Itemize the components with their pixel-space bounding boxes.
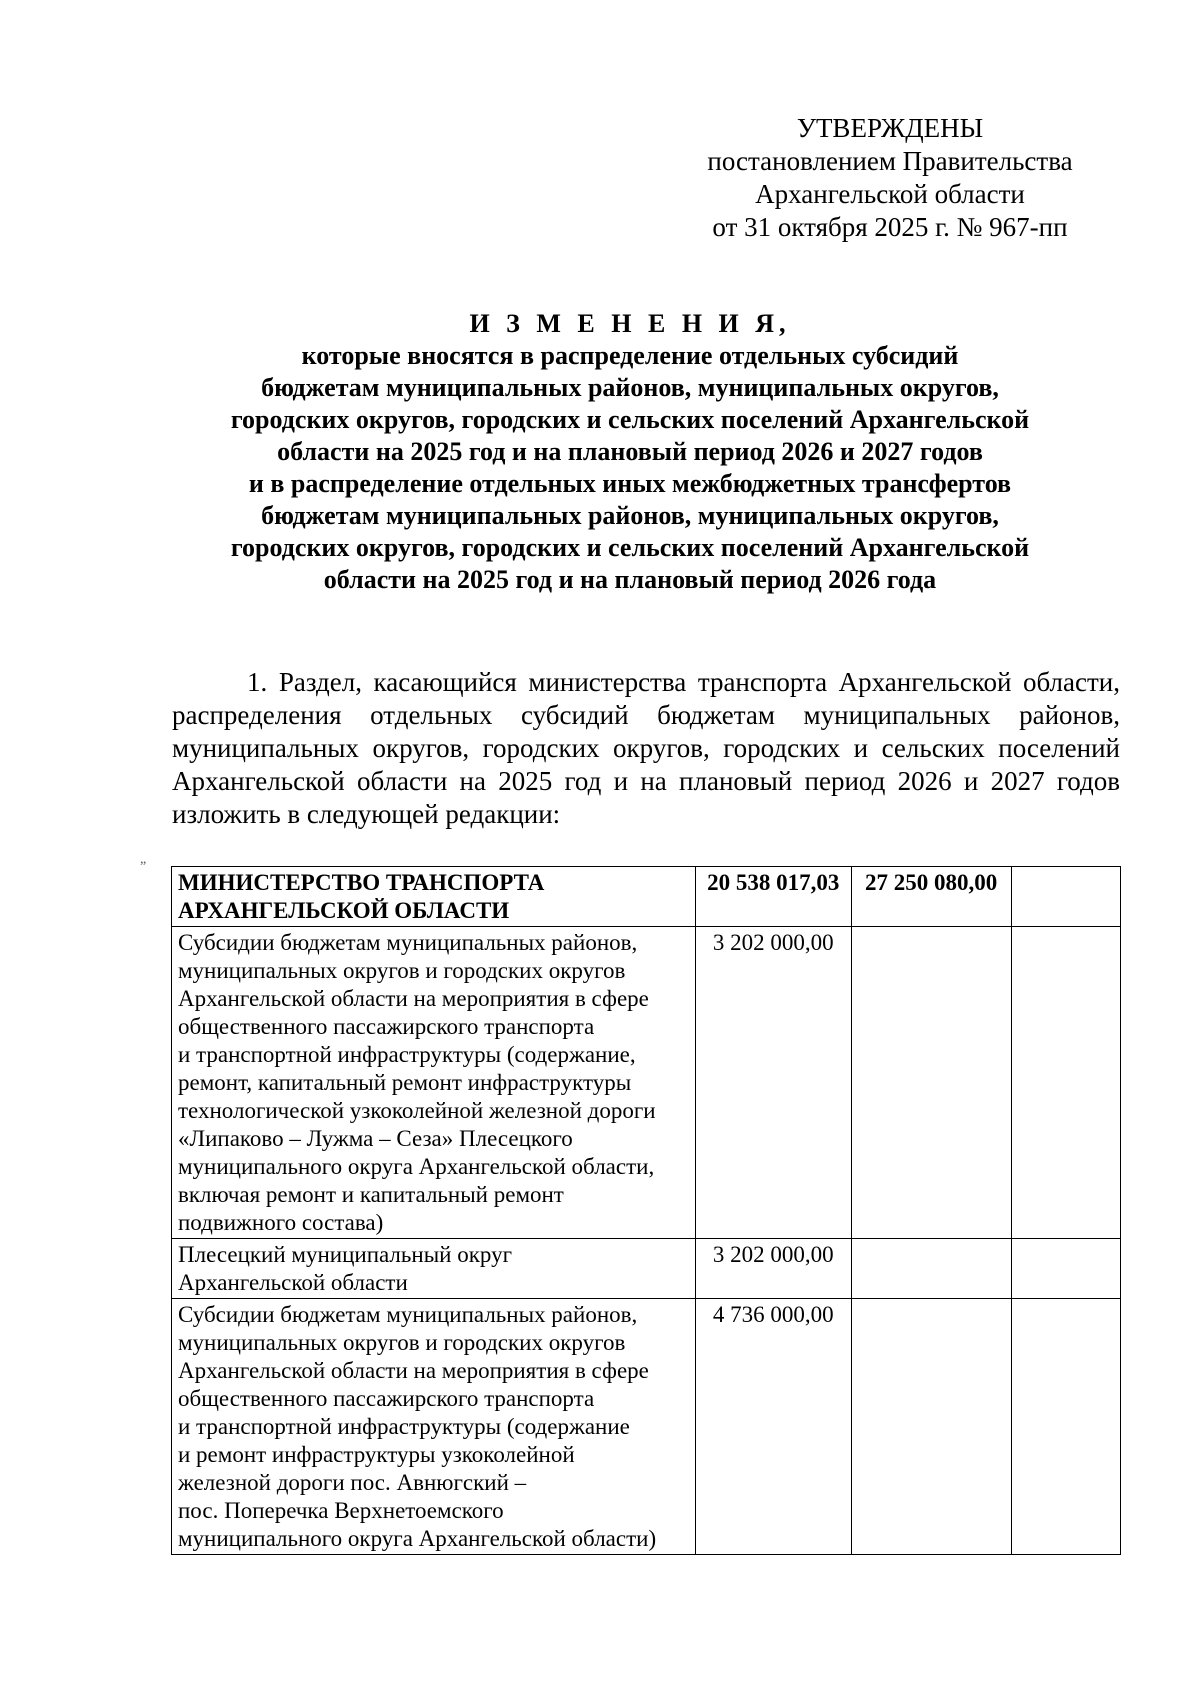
value-2025-cell: 3 202 000,00: [695, 1239, 851, 1299]
value-2026-cell: 27 250 080,00: [851, 867, 1011, 927]
approval-line: постановлением Правительства: [707, 146, 1073, 176]
value-2027-cell: [1011, 927, 1120, 1239]
cell-line: железной дороги пос. Авнюгский –: [178, 1470, 527, 1495]
title-line: области на 2025 год и на плановый период 2026 года: [323, 565, 937, 594]
title-line: бюджетам муниципальных районов, муниципальных округов,: [261, 501, 999, 530]
approval-line: Архангельской области: [755, 179, 1025, 209]
cell-line: муниципального округа Архангельской области,: [178, 1154, 655, 1179]
cell-line: муниципального округа Архангельской области): [178, 1526, 657, 1551]
cell-line: муниципальных округов и городских округов: [178, 1330, 626, 1355]
row-name-cell: [172, 927, 696, 1239]
title-line: области на 2025 год и на плановый период 2026 и 2027 годов: [277, 437, 983, 466]
cell-line: Плесецкий муниципальный округ: [178, 1242, 513, 1267]
title-line: городских округов, городских и сельских поселений Архангельской: [230, 533, 1030, 562]
approval-line: от 31 октября 2025 г. № 967-пп: [712, 212, 1068, 242]
document-title: [170, 308, 1090, 596]
cell-line: пос. Поперечка Верхнетоемского: [178, 1498, 504, 1523]
table-row: [172, 927, 1121, 1239]
cell-line: общественного пассажирского транспорта: [178, 1014, 595, 1039]
cell-line: и транспортной инфраструктуры (содержание: [178, 1414, 630, 1439]
cell-line: МИНИСТЕРСТВО ТРАНСПОРТА: [178, 870, 545, 895]
row-name-cell: [172, 1299, 696, 1555]
cell-line: включая ремонт и капитальный ремонт: [178, 1182, 564, 1207]
title-line: которые вносятся в распределение отдельных субсидий: [301, 341, 959, 370]
title-line: городских округов, городских и сельских поселений Архангельской: [230, 405, 1030, 434]
value-2027-cell: [1011, 1239, 1120, 1299]
value-2026-cell: [851, 1239, 1011, 1299]
opening-quote-mark: „: [140, 852, 147, 867]
table-row: [172, 1299, 1121, 1555]
cell-line: Субсидии бюджетам муниципальных районов,: [178, 930, 638, 955]
table-row: [172, 1239, 1121, 1299]
cell-line: технологической узкоколейной железной дороги: [178, 1098, 656, 1123]
cell-line: муниципальных округов и городских округов: [178, 958, 626, 983]
cell-line: «Липаково – Лужма – Сеза» Плесецкого: [178, 1126, 573, 1151]
approval-line: УТВЕРЖДЕНЫ: [796, 113, 984, 143]
cell-line: и ремонт инфраструктуры узкоколейной: [178, 1442, 575, 1467]
body-paragraph: [172, 666, 1120, 831]
title-line: и в распределение отдельных иных межбюджетных трансфертов: [248, 469, 1012, 498]
paragraph-line: муниципальных округов, городских округов, городских и сельских поселений: [172, 733, 1120, 763]
value-2026-cell: [851, 1299, 1011, 1555]
paragraph-line: Архангельской области на 2025 год и на плановый период 2026 и 2027 годов: [172, 766, 1120, 796]
value-2025-cell: 4 736 000,00: [695, 1299, 851, 1555]
value-2025-cell: 3 202 000,00: [695, 927, 851, 1239]
value-2027-cell: [1011, 1299, 1120, 1555]
subsidy-distribution-table: [171, 866, 1121, 1555]
row-name-cell: [172, 1239, 696, 1299]
cell-line: ремонт, капитальный ремонт инфраструктуры: [178, 1070, 632, 1095]
cell-line: и транспортной инфраструктуры (содержание,: [178, 1042, 636, 1067]
value-2025-cell: 20 538 017,03: [695, 867, 851, 927]
cell-line: Архангельской области на мероприятия в сфере: [178, 986, 649, 1011]
cell-line: подвижного состава): [178, 1210, 384, 1235]
paragraph-line: изложить в следующей редакции:: [172, 799, 561, 829]
cell-line: Субсидии бюджетам муниципальных районов,: [178, 1302, 638, 1327]
cell-line: Архангельской области на мероприятия в сфере: [178, 1358, 649, 1383]
ministry-name-cell: [172, 867, 696, 927]
title-line: бюджетам муниципальных районов, муниципальных округов,: [261, 373, 999, 402]
cell-line: общественного пассажирского транспорта: [178, 1386, 595, 1411]
paragraph-line: распределения отдельных субсидий бюджетам муниципальных районов,: [172, 700, 1120, 730]
table-row: [172, 867, 1121, 927]
value-2026-cell: [851, 927, 1011, 1239]
cell-line: Архангельской области: [178, 1270, 408, 1295]
value-2027-cell: [1011, 867, 1120, 927]
title-heading: И З М Е Н Е Н И Я,: [469, 309, 791, 338]
approval-stamp: [700, 112, 1080, 244]
cell-line: АРХАНГЕЛЬСКОЙ ОБЛАСТИ: [178, 898, 510, 923]
paragraph-line: 1. Раздел, касающийся министерства транспорта Архангельской области,: [247, 667, 1120, 697]
